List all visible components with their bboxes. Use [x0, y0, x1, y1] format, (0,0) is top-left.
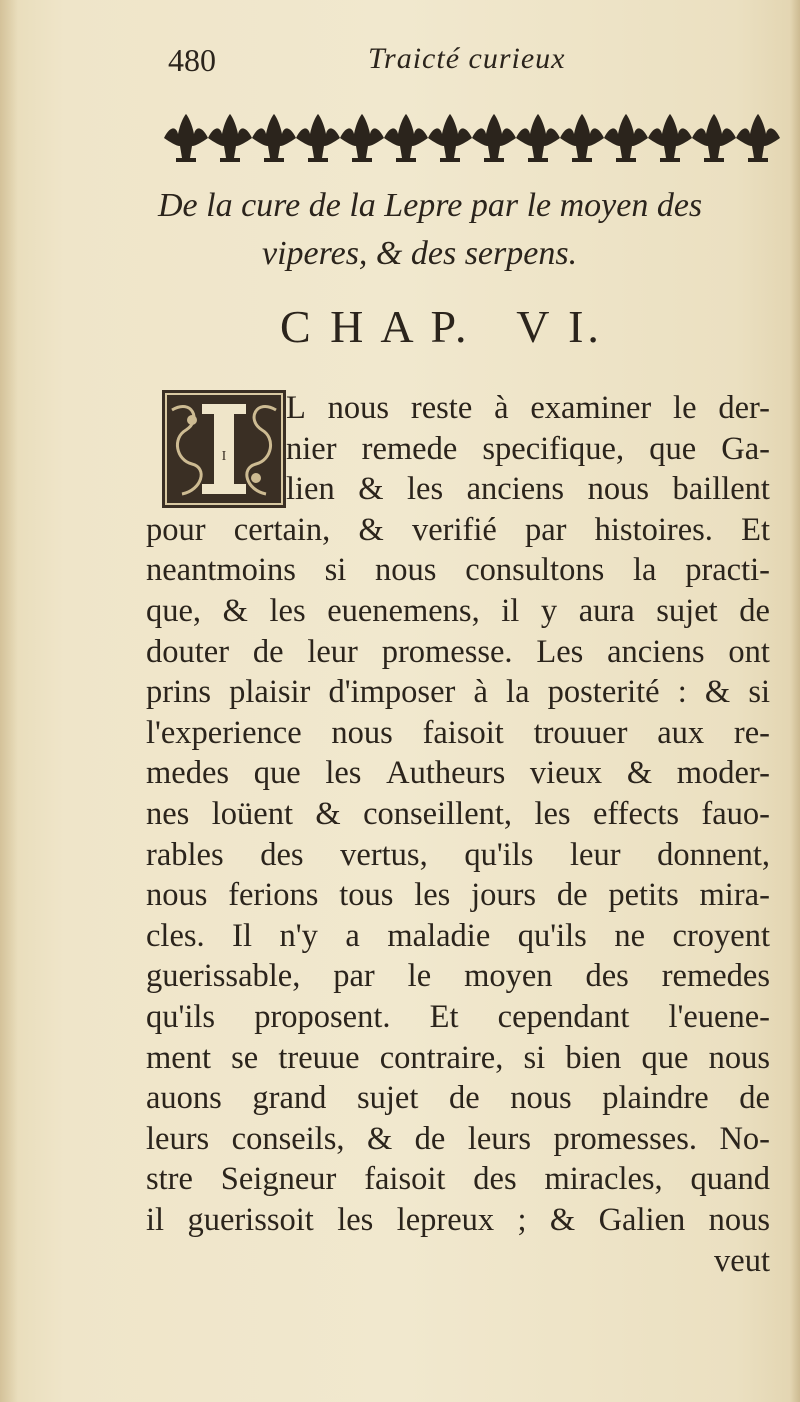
text-line: veut — [714, 1242, 770, 1279]
ornamental-drop-cap — [162, 390, 286, 508]
text-line: il guerissoit les lepreux ; & Galien nous — [146, 1202, 770, 1238]
text-line: nier remede specifique, que Ga- — [286, 430, 770, 467]
page-number: 480 — [168, 42, 216, 78]
text-line: nous ferions tous les jours de petits mira- — [146, 877, 770, 914]
chapter-heading — [150, 182, 800, 278]
text-line: que, & les euenemens, il y aura sujet de — [146, 593, 770, 629]
running-header — [168, 40, 728, 90]
text-line: auons grand sujet de nous plaindre de — [146, 1080, 770, 1117]
drop-cap-letter: I — [221, 449, 227, 464]
text-line: L nous reste à examiner le der- — [286, 390, 770, 426]
text-line: leurs conseils, & de leurs promesses. No- — [146, 1120, 770, 1157]
chapter-number: C H A P. V I. — [280, 301, 603, 352]
text-line: prins plaisir d'imposer à la posterité : & si — [146, 674, 770, 711]
text-line: pour certain, & verifié par histoires. Et — [146, 511, 770, 548]
text-line: douter de leur promesse. Les anciens ont — [146, 633, 770, 670]
text-line: cles. Il n'y a maladie qu'ils ne croyent — [146, 917, 770, 954]
text-line: lien & les anciens nous baillent — [286, 471, 770, 508]
heading-line-2: viperes, & des serpens. — [262, 235, 578, 272]
text-line: qu'ils proposent. Et cependant l'euene- — [146, 999, 770, 1035]
text-line: ment se treuue contraire, si bien que nous — [146, 1039, 770, 1076]
text-line: medes que les Autheurs vieux & moder- — [146, 755, 770, 792]
text-line: guerissable, par le moyen des remedes — [146, 958, 770, 995]
page-spine-shadow — [0, 0, 18, 1402]
text-line: neantmoins si nous consultons la practi- — [146, 552, 770, 589]
text-line: rables des vertus, qu'ils leur donnent, — [146, 836, 770, 873]
text-line: l'experience nous faisoit trouuer aux re- — [146, 714, 770, 751]
fleuron-ornament-band — [164, 112, 792, 164]
heading-line-1: De la cure de la Lepre par le moyen des — [158, 187, 703, 224]
text-line: nes loüent & conseillent, les effects fauo- — [146, 796, 770, 832]
running-title: Traicté curieux — [368, 42, 566, 75]
text-line: stre Seigneur faisoit des miracles, quand — [146, 1161, 770, 1198]
